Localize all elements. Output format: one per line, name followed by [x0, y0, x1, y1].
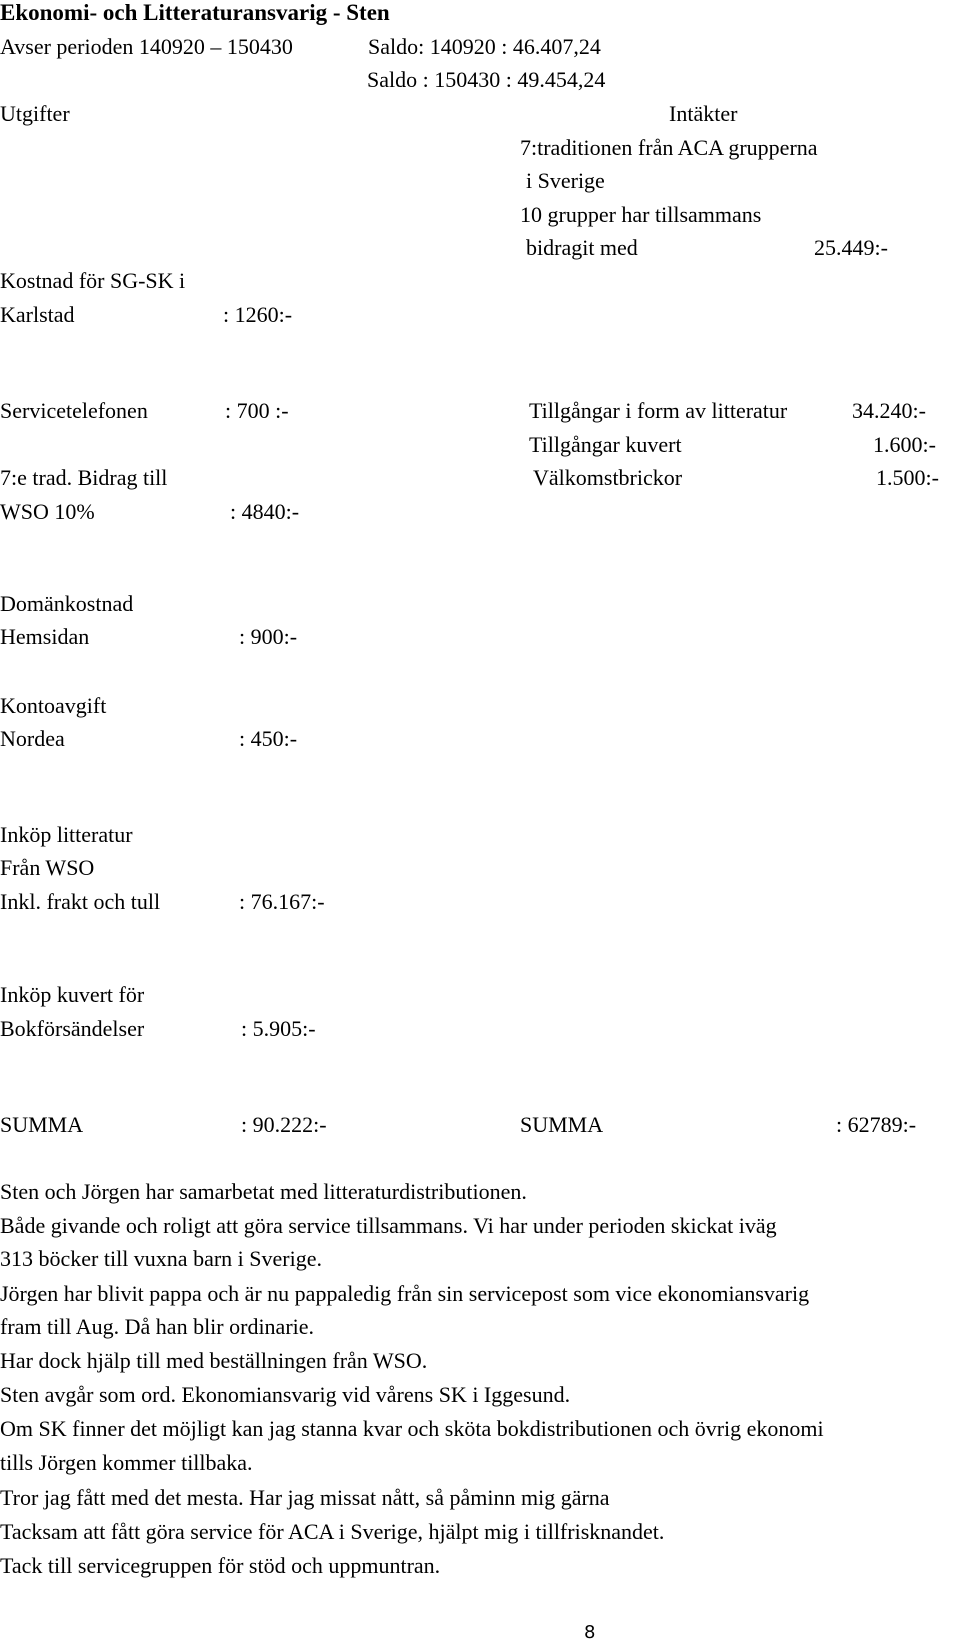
expense-phone-label: Servicetelefonen: [0, 398, 148, 423]
expense-wso-amount: : 4840:-: [230, 499, 300, 524]
expense-account-amount: : 450:-: [239, 726, 298, 751]
income-welcome-label: Välkomstbrickor: [533, 465, 683, 490]
expense-domain-line1: Domänkostnad: [0, 591, 134, 616]
page-number: 8: [584, 1622, 596, 1643]
income-tradition-line2: i Sverige: [526, 168, 605, 193]
income-envelopes-label: Tillgångar kuvert: [529, 432, 682, 457]
period-label: Avser perioden 140920 – 150430: [0, 34, 293, 59]
note-line: Har dock hjälp till med beställningen från WSO.: [0, 1348, 428, 1373]
expense-domain-amount: : 900:-: [239, 624, 298, 649]
note-line: tills Jörgen kommer tillbaka.: [0, 1450, 253, 1475]
note-line: Om SK finner det möjligt kan jag stanna kvar och sköta bokdistributionen och övrig ekonomi: [0, 1416, 824, 1441]
income-sum-amount: : 62789:-: [836, 1112, 917, 1137]
expense-domain-line2: Hemsidan: [0, 624, 90, 649]
note-line: Jörgen har blivit pappa och är nu pappaledig från sin servicepost som vice ekonomiansvarig: [0, 1281, 810, 1306]
expense-wso-line2: WSO 10%: [0, 499, 95, 524]
expense-sgsk-line2: Karlstad: [0, 302, 75, 327]
expense-sgsk-amount: : 1260:-: [223, 302, 293, 327]
expense-env-amount: : 5.905:-: [241, 1016, 316, 1041]
expense-sum-label: SUMMA: [0, 1112, 84, 1137]
page-title: Ekonomi- och Litteraturansvarig - Sten: [0, 0, 390, 25]
income-heading: Intäkter: [669, 101, 738, 126]
expense-phone-amount: : 700 :-: [225, 398, 289, 423]
note-line: Sten och Jörgen har samarbetat med litteraturdistributionen.: [0, 1179, 527, 1204]
expense-lit-amount: : 76.167:-: [239, 889, 325, 914]
saldo-end: Saldo : 150430 : 49.454,24: [367, 67, 606, 92]
income-tradition-line4: bidragit med: [526, 235, 638, 260]
expense-sum-amount: : 90.222:-: [241, 1112, 327, 1137]
expense-account-line1: Kontoavgift: [0, 693, 107, 718]
note-line: Tacksam att fått göra service för ACA i Sverige, hjälpt mig i tillfrisknandet.: [0, 1519, 665, 1544]
income-envelopes-amount: 1.600:-: [873, 432, 936, 457]
saldo-start: Saldo: 140920 : 46.407,24: [368, 34, 601, 59]
note-line: 313 böcker till vuxna barn i Sverige.: [0, 1246, 322, 1271]
income-literature-label: Tillgångar i form av litteratur: [529, 398, 788, 423]
expense-account-line2: Nordea: [0, 726, 65, 751]
income-literature-amount: 34.240:-: [852, 398, 926, 423]
expense-env-line2: Bokförsändelser: [0, 1016, 145, 1041]
note-line: Sten avgår som ord. Ekonomiansvarig vid vårens SK i Iggesund.: [0, 1382, 571, 1407]
income-tradition-line1: 7:traditionen från ACA grupperna: [520, 135, 818, 160]
expense-env-line1: Inköp kuvert för: [0, 982, 145, 1007]
income-sum-label: SUMMA: [520, 1112, 604, 1137]
income-tradition-amount: 25.449:-: [814, 235, 888, 260]
expenses-heading: Utgifter: [0, 101, 70, 126]
note-line: fram till Aug. Då han blir ordinarie.: [0, 1314, 315, 1339]
income-welcome-amount: 1.500:-: [876, 465, 939, 490]
note-line: Tack till servicegruppen för stöd och uppmuntran.: [0, 1553, 441, 1578]
income-tradition-line3: 10 grupper har tillsammans: [520, 202, 762, 227]
expense-lit-line1: Inköp litteratur: [0, 822, 133, 847]
expense-lit-line3: Inkl. frakt och tull: [0, 889, 161, 914]
expense-wso-line1: 7:e trad. Bidrag till: [0, 465, 168, 490]
note-line: Tror jag fått med det mesta. Har jag missat nått, så påminn mig gärna: [0, 1485, 610, 1510]
note-line: Både givande och roligt att göra service tillsammans. Vi har under perioden skickat iväg: [0, 1213, 777, 1238]
expense-lit-line2: Från WSO: [0, 855, 95, 880]
expense-sgsk-line1: Kostnad för SG-SK i: [0, 268, 186, 293]
